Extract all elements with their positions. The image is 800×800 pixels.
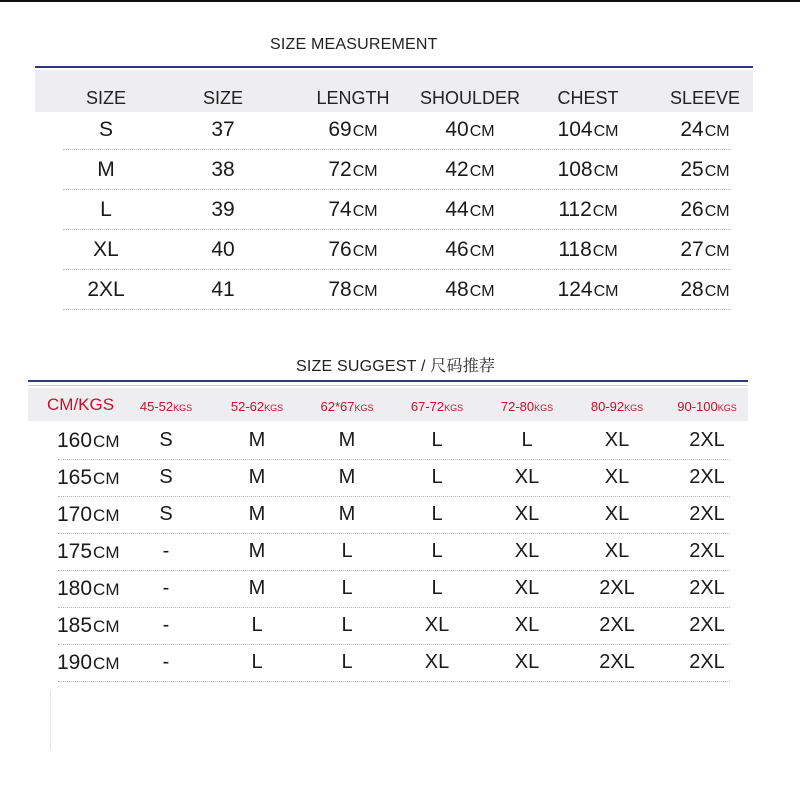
suggested-size-cell: L (251, 651, 263, 673)
unit-cm: CM (704, 283, 730, 300)
size-label-cell: 2XL (87, 278, 125, 301)
chest-cell (558, 278, 619, 302)
weight-range: 90-100 (677, 399, 718, 414)
suggested-size-cell: L (431, 429, 443, 451)
suggested-size-cell: L (341, 540, 353, 562)
suggested-size-cell: L (251, 614, 263, 636)
length-value: 72 (328, 158, 352, 181)
height-value: 180 (57, 577, 93, 600)
unit-cm: CM (352, 203, 378, 220)
suggested-size-cell: M (248, 540, 266, 562)
suggested-size-cell: XL (514, 466, 540, 488)
unit-cm: CM (93, 469, 120, 488)
unit-cm: CM (93, 432, 120, 451)
measurement-title: SIZE MEASUREMENT (270, 36, 438, 53)
length-cell (328, 118, 377, 142)
header-size-number: SIZE (202, 88, 244, 108)
unit-cm: CM (469, 283, 495, 300)
unit-cm: CM (593, 163, 619, 180)
suggested-size-cell: XL (424, 614, 450, 636)
unit-cm: CM (704, 123, 730, 140)
length-value: 74 (328, 198, 352, 221)
header-shoulder: SHOULDER (419, 88, 521, 108)
chest-value: 124 (557, 278, 593, 301)
suggested-size-cell: 2XL (689, 540, 725, 562)
unit-cm: CM (93, 580, 120, 599)
size-label-cell: XL (93, 238, 119, 261)
suggested-size-cell: S (159, 466, 173, 488)
suggested-size-cell: 2XL (599, 614, 635, 636)
size-value: 37 (211, 118, 235, 141)
height-cell (57, 429, 120, 453)
unit-kgs: KGS (624, 403, 644, 413)
sleeve-cell (680, 238, 729, 262)
chest-cell (558, 158, 619, 182)
left-edge-line (50, 690, 51, 750)
suggested-size-cell: L (341, 614, 353, 636)
weight-header (677, 399, 737, 414)
measurement-top-rule (35, 66, 753, 68)
table-row (0, 645, 800, 682)
suggested-size-cell: L (341, 651, 353, 673)
unit-kgs: KGS (534, 403, 554, 413)
table-row (0, 150, 800, 190)
unit-cm: CM (593, 283, 619, 300)
suggested-size-cell: 2XL (689, 651, 725, 673)
sleeve-cell (680, 278, 729, 302)
suggested-size-cell: 2XL (689, 429, 725, 451)
length-value: 78 (328, 278, 352, 301)
chest-cell (558, 238, 617, 262)
suggested-size-cell: L (431, 540, 443, 562)
length-value: 76 (328, 238, 352, 261)
table-row (0, 423, 800, 460)
sleeve-value: 25 (680, 158, 704, 181)
table-row (0, 190, 800, 230)
suggested-size-cell: XL (604, 540, 630, 562)
suggested-size-cell: L (521, 429, 533, 451)
suggested-size-cell: 2XL (689, 503, 725, 525)
unit-kgs: KGS (354, 403, 374, 413)
length-cell (328, 198, 377, 222)
height-value: 160 (57, 429, 93, 452)
suggested-size-cell: 2XL (689, 614, 725, 636)
weight-range: 72-80 (500, 399, 535, 414)
size-cell (211, 158, 234, 182)
suggested-size-cell: - (162, 577, 170, 599)
unit-cm: CM (592, 243, 618, 260)
table-row (0, 608, 800, 645)
suggested-size-cell: 2XL (689, 577, 725, 599)
suggested-size-cell: M (248, 577, 266, 599)
size-label-cell: L (100, 198, 112, 221)
suggested-size-cell: L (431, 577, 443, 599)
unit-cm: CM (352, 123, 378, 140)
shoulder-value: 48 (445, 278, 469, 301)
shoulder-cell (445, 198, 494, 222)
length-cell (328, 238, 377, 262)
suggested-size-cell: S (159, 503, 173, 525)
header-size-label: SIZE (85, 88, 127, 108)
shoulder-cell (445, 158, 494, 182)
size-value: 39 (211, 198, 235, 221)
suggested-size-cell: - (162, 651, 170, 673)
header-length: LENGTH (316, 88, 390, 108)
unit-cm: CM (93, 543, 120, 562)
weight-header (140, 399, 192, 414)
height-cell (57, 577, 120, 601)
table-row (0, 534, 800, 571)
unit-cm: CM (469, 243, 495, 260)
suggested-size-cell: XL (514, 651, 540, 673)
suggested-size-cell: XL (604, 503, 630, 525)
row-divider (58, 681, 730, 682)
height-value: 185 (57, 614, 93, 637)
size-label-cell: M (97, 158, 115, 181)
unit-cm: CM (593, 123, 619, 140)
shoulder-value: 40 (445, 118, 469, 141)
sleeve-cell (680, 118, 729, 142)
unit-kgs: KGS (264, 403, 284, 413)
suggested-size-cell: M (338, 466, 356, 488)
shoulder-cell (445, 118, 494, 142)
chest-value: 104 (557, 118, 593, 141)
suggested-size-cell: XL (514, 614, 540, 636)
sleeve-value: 27 (680, 238, 704, 261)
length-cell (328, 158, 377, 182)
weight-header (501, 399, 553, 414)
weight-header (231, 399, 283, 414)
height-cell (57, 614, 120, 638)
weight-range: 52-62 (230, 399, 265, 414)
size-value: 38 (211, 158, 235, 181)
suggested-size-cell: XL (424, 651, 450, 673)
suggest-header (0, 392, 800, 418)
suggested-size-cell: - (162, 614, 170, 636)
unit-cm: CM (592, 203, 618, 220)
chest-cell (558, 118, 619, 142)
weight-header (321, 399, 374, 414)
suggest-top-rule (28, 380, 748, 382)
suggested-size-cell: S (159, 429, 173, 451)
row-divider (63, 309, 731, 310)
unit-cm: CM (352, 163, 378, 180)
sleeve-value: 28 (680, 278, 704, 301)
height-value: 165 (57, 466, 93, 489)
size-cell (211, 118, 234, 142)
header-chest: CHEST (557, 88, 619, 108)
sleeve-cell (680, 198, 729, 222)
size-cell (211, 278, 234, 302)
unit-cm: CM (704, 163, 730, 180)
suggested-size-cell: M (338, 429, 356, 451)
chest-value: 118 (558, 238, 592, 261)
suggested-size-cell: 2XL (689, 466, 725, 488)
unit-cm: CM (469, 123, 495, 140)
suggested-size-cell: M (248, 429, 266, 451)
weight-header (411, 399, 463, 414)
suggested-size-cell: XL (514, 540, 540, 562)
suggested-size-cell: XL (604, 429, 630, 451)
measurement-header (0, 86, 800, 112)
unit-kgs: KGS (717, 403, 737, 413)
sleeve-value: 26 (680, 198, 704, 221)
sleeve-value: 24 (680, 118, 704, 141)
header-sleeve: SLEEVE (669, 88, 741, 108)
unit-cm: CM (469, 163, 495, 180)
sleeve-cell (680, 158, 729, 182)
weight-range: 80-92 (590, 399, 625, 414)
table-row (0, 460, 800, 497)
length-value: 69 (328, 118, 352, 141)
suggested-size-cell: XL (514, 503, 540, 525)
shoulder-value: 46 (445, 238, 469, 261)
chest-value: 108 (557, 158, 593, 181)
size-cell (211, 238, 234, 262)
shoulder-value: 44 (445, 198, 469, 221)
suggested-size-cell: 2XL (599, 577, 635, 599)
unit-cm: CM (352, 283, 378, 300)
height-cell (57, 466, 120, 490)
unit-cm: CM (704, 243, 730, 260)
suggested-size-cell: M (338, 503, 356, 525)
corner-label: CM/KGS (47, 395, 115, 414)
height-cell (57, 540, 120, 564)
table-row (0, 270, 800, 310)
unit-kgs: KGS (173, 403, 193, 413)
unit-cm: CM (469, 203, 495, 220)
table-row (0, 497, 800, 534)
length-cell (328, 278, 377, 302)
suggest-sub-rule (28, 385, 748, 386)
suggested-size-cell: L (341, 577, 353, 599)
unit-cm: CM (704, 203, 730, 220)
table-row (0, 571, 800, 608)
height-value: 190 (57, 651, 93, 674)
suggested-size-cell: M (248, 503, 266, 525)
shoulder-value: 42 (445, 158, 469, 181)
size-label-cell: S (98, 118, 114, 141)
chest-cell (558, 198, 617, 222)
suggest-title: SIZE SUGGEST / 尺码推荐 (296, 358, 496, 375)
height-value: 175 (57, 540, 93, 563)
weight-header (591, 399, 643, 414)
weight-range: 45-52 (139, 399, 174, 414)
unit-cm: CM (352, 243, 378, 260)
height-cell (57, 503, 120, 527)
table-row (0, 110, 800, 150)
table-row (0, 230, 800, 270)
suggested-size-cell: XL (604, 466, 630, 488)
height-value: 170 (57, 503, 93, 526)
shoulder-cell (445, 238, 494, 262)
unit-cm: CM (93, 506, 120, 525)
unit-kgs: KGS (444, 403, 464, 413)
unit-cm: CM (93, 654, 120, 673)
size-value: 41 (211, 278, 235, 301)
suggested-size-cell: M (248, 466, 266, 488)
chest-value: 112 (558, 198, 592, 221)
suggested-size-cell: L (431, 466, 443, 488)
size-value: 40 (211, 238, 235, 261)
top-border (0, 0, 800, 2)
suggested-size-cell: - (162, 540, 170, 562)
suggested-size-cell: 2XL (599, 651, 635, 673)
shoulder-cell (445, 278, 494, 302)
unit-cm: CM (93, 617, 120, 636)
weight-range: 67-72 (410, 399, 445, 414)
suggested-size-cell: L (431, 503, 443, 525)
size-cell (211, 198, 234, 222)
suggested-size-cell: XL (514, 577, 540, 599)
height-cell (57, 651, 120, 675)
weight-range: 62*67 (320, 399, 355, 414)
